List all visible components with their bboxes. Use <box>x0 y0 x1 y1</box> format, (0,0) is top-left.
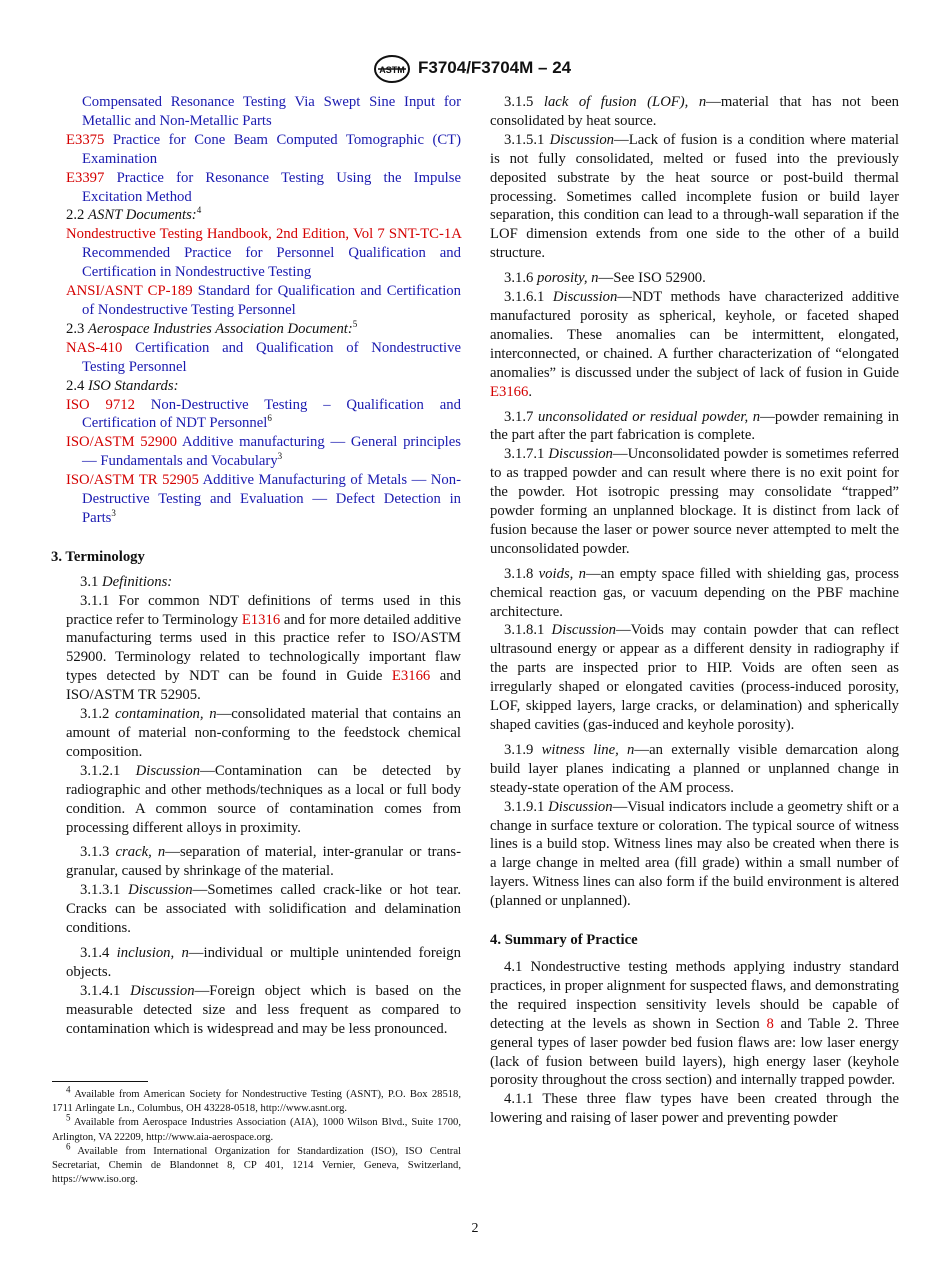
para-3-1-6-1: 3.1.6.1 Discussion—NDT methods have characterized additive manufactured porosity as spherical, keyhole, or faceted shaped anomalies. These anomalies can be intermittent, elongated, interconnected, or chained. A further characterization of “elongated anomalies” is discussed under the subject of lack of fusion in Guide E3166. <box>490 289 900 400</box>
para-3-1-7: 3.1.7 unconsolidated or residual powder, n—powder remaining in the part after the part fabrication is complete. <box>490 408 899 444</box>
reference-code-link[interactable]: E3397 <box>66 169 105 186</box>
para-3-1-3-1: 3.1.3.1 Discussion—Sometimes called crack-like or hot tear. Cracks can be associated with solidification and delamination conditions. <box>66 882 462 937</box>
reference-item: Nondestructive Testing Handbook, 2nd Edition, Vol 7 SNT-TC-1A Recommended Practice for Personnel Qualification and Certification in Nondestructive Testing <box>66 226 461 281</box>
link-section-8[interactable]: 8 <box>766 1015 774 1032</box>
footnote: $^5$ Available from Aerospace Industries Association (AIA), 1000 Wilson Blvd., Suite 1700, Arlington, VA 22209, http://www.aia-aerospace.org. <box>52 1112 461 1143</box>
para-3-1-4: 3.1.4 inclusion, n—individual or multiple unintended foreign objects. <box>66 944 461 980</box>
para-3-1-7-1: 3.1.7.1 Discussion—Unconsolidated powder is sometimes referred to as trapped powder and can result where there is no exit point for the powder. Hot isotropic pressing may consolidate “trapped” powder forming an unplanned blockage. It is distinct from lack of fusion because the laser or power source never attempted to melt the unconsolidated powder. <box>490 446 899 557</box>
logo-text: ASTM <box>379 65 405 75</box>
astm-logo <box>373 55 411 83</box>
para-3-1-8: 3.1.8 voids, n—an empty space filled with shielding gas, process chemical reaction gas, or vacuum depending on the PBF machine architecture. <box>490 565 899 620</box>
section-heading-summary: 4. Summary of Practice <box>490 932 638 949</box>
reference-continuation: Compensated Resonance Testing Via Swept Sine Input for Metallic and Non-Metallic Parts <box>82 94 461 129</box>
reference-item: NAS-410 Certification and Qualification of Nondestructive Testing Personnel <box>66 339 462 375</box>
reference-item: ISO/ASTM TR 52905 Additive Manufacturing of Metals — Non-Destructive Testing and Evaluation — Defect Detection in Parts$^3$ <box>66 472 461 526</box>
reference-item: ISO/ASTM 52900 Additive manufacturing — General principles — Fundamentals and Vocabulary$^3$ <box>66 434 461 470</box>
para-3-1-3: 3.1.3 crack, n—separation of material, inter-granular or trans-granular, caused by shrinkage of the material. <box>66 844 462 880</box>
para-3-1-5: 3.1.5 lack of fusion (LOF), n—material that has not been consolidated by heat source. <box>490 94 900 129</box>
reference-code-link[interactable]: ISO/ASTM TR 52905 <box>66 472 199 489</box>
footnote: $^4$ Available from American Society for Nondestructive Testing (ASNT), P.O. Box 28518, 1711 Arlingate Ln., Columbus, OH 43228-0518, http://www.asnt.org. <box>52 1084 461 1115</box>
link-e3166[interactable]: E3166 <box>490 383 529 400</box>
footnote: $^6$ Available from International Organization for Standardization (ISO), ISO Central Secretariat, Chemin de Blandonnet 8, CP 401, 1214 Vernier, Geneva, Switzerland, https://www.iso.org. <box>52 1141 461 1186</box>
para-3-1-1: 3.1.1 For common NDT definitions of terms used in this practice refer to Terminology E1316 and for more detailed additive manufacturing terms used in this practice refer to ISO/ASTM 52900. Terminology related to technologically important flaw types detected by NDT can be found in Guide E3166 and ISO/ASTM TR 52905. <box>66 592 461 704</box>
section-heading-terminology: 3. Terminology <box>51 548 145 565</box>
right-column <box>490 93 899 1128</box>
link-e3166[interactable]: E3166 <box>391 668 431 685</box>
section-2-4: 2.4 ISO Standards: <box>66 377 179 394</box>
footnotes <box>52 1084 461 1187</box>
para-3-1-6: 3.1.6 porosity, n—See ISO 52900. <box>504 270 706 287</box>
reference-code-link[interactable]: E3375 <box>66 131 105 148</box>
page-number: 2 <box>471 1221 479 1236</box>
para-3-1-8-1: 3.1.8.1 Discussion—Voids may contain powder that can reflect ultrasound energy or appear as a different density in radiography if the parts are inspected prior to HIP. Voids are often seen as irregularly shaped or elongated cavities (process-induced porosity, LOF, skipped layers, large cracks, or delamination) and spherically shaped cavities (gas-induced and keyhole porosity). <box>490 622 900 733</box>
reference-code-link[interactable]: ISO 9712 <box>66 396 135 413</box>
para-3-1-2: 3.1.2 contamination, n—consolidated material that contains an amount of material non-conforming to the feedstock chemical composition. <box>66 706 462 760</box>
left-column <box>51 93 462 1039</box>
para-3-1-2-1: 3.1.2.1 Discussion—Contamination can be detected by radiographic and other methods/techniques as a local or full body condition. A common source of contamination comes from processing different alloys in proximity. <box>66 762 461 836</box>
reference-item: E3375 Practice for Cone Beam Computed Tomographic (CT) Examination <box>66 131 461 167</box>
para-3-1-5-1: 3.1.5.1 Discussion—Lack of fusion is a condition where material is not fully consolidated, melted or fused into the previously deposited substrate by the heat source or post-build thermal processing. Sometimes called incomplete fusion or build layer separation, this condition can lead to a through-wall separation if the LOF dimension extends from one side to the other of a build structure. <box>490 131 899 262</box>
para-4-1: 4.1 Nondestructive testing methods applying industry standard practices, in proper alignment for suspected flaws, and demonstrating the required inspection sensitivity levels should be capable of detecting at the levels as shown in Section 8 and Table 2. Three general types of laser powder bed fusion flaws are: low laser energy (lack of fusion between build layers), high energy laser (keyhole porosity throughout the cross section) and internally trapped powder. <box>490 958 900 1089</box>
section-2-3: 2.3 Aerospace Industries Association Document:$^5$ <box>66 318 358 337</box>
reference-code-link[interactable]: Nondestructive Testing Handbook, 2nd Edition, Vol 7 SNT-TC-1A <box>66 226 461 243</box>
para-3-1-9-1: 3.1.9.1 Discussion—Visual indicators include a geometry shift or a change in surface texture or coloration. The typical source of witness lines is a build stop. Witness lines may also be created when there is a large change in melted area (fill grade) within a small number of layers. Witness lines can also form if the build environment is altered (planned or unplanned). <box>490 798 899 910</box>
para-4-1-1: 4.1.1 These three flaw types have been created through the lowering and raising of laser power and preventing powder <box>490 1091 899 1127</box>
para-3-1-4-1: 3.1.4.1 Discussion—Foreign object which is based on the measurable detected size and less frequent as compared to contamination which is widespread and may be less pronounced. <box>66 982 462 1037</box>
reference-code-link[interactable]: ISO/ASTM 52900 <box>66 434 178 451</box>
link-e1316[interactable]: E1316 <box>241 611 281 628</box>
footnote-divider <box>52 1081 148 1082</box>
page-header <box>0 55 950 83</box>
reference-item: ISO 9712 Non-Destructive Testing – Qualification and Certification of NDT Personnel$^6$ <box>66 396 461 432</box>
para-3-1: 3.1 Definitions: <box>80 573 173 590</box>
document-id: F3704/F3704M – 24 <box>418 58 572 77</box>
reference-item: E3397 Practice for Resonance Testing Using the Impulse Excitation Method <box>66 169 461 205</box>
section-2-2: 2.2 ASNT Documents:$^4$ <box>66 205 202 224</box>
para-3-1-9: 3.1.9 witness line, n—an externally visible demarcation along build layer planes indicating a planned or unplanned change in steady-state operation of the AM process. <box>490 741 900 796</box>
reference-code-link[interactable]: NAS-410 <box>66 339 123 356</box>
reference-item: ANSI/ASNT CP-189 Standard for Qualification and Certification of Nondestructive Testing Personnel <box>66 283 461 318</box>
reference-code-link[interactable]: ANSI/ASNT CP-189 <box>66 283 193 300</box>
